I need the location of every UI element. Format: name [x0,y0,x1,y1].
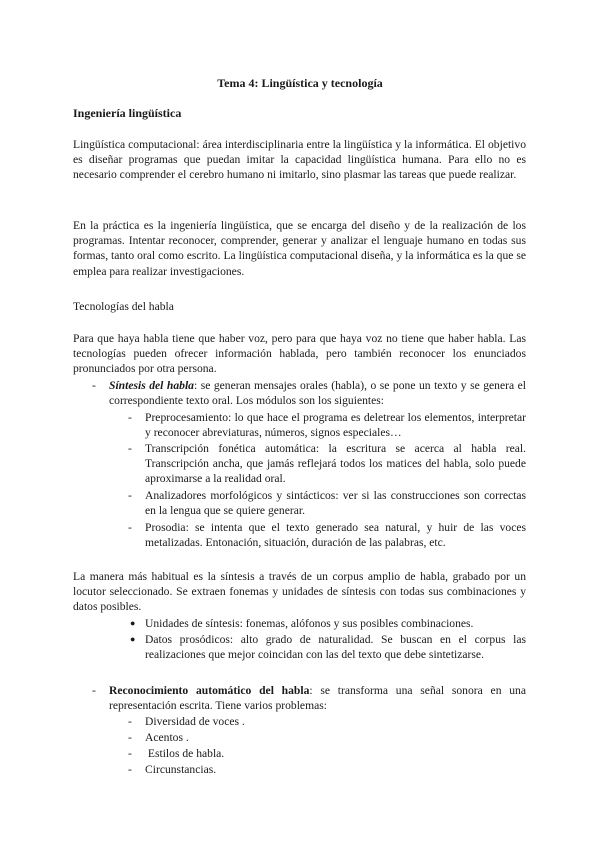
paragraph-speech-intro: Para que haya habla tiene que haber voz, pero para que haya voz no tiene que haber habla. Las tecnologías pueden ofrecer información hablada, pero también reconocer los enunciados pronunciados por otra persona. [73,332,526,376]
module-phonetic-transcription: Transcripción fonética automática: la escritura se acerca al habla real. Transcripción ancha, que jamás reflejará todos los matices del habla, solo puede aproximarse a la realidad oral. [145,442,526,486]
recognition-item [109,683,526,713]
problem-voices: Diversidad de voces . [145,715,245,728]
recognition-dash: - [92,684,96,697]
problem-dash: - [128,763,132,776]
module-dash: - [128,521,132,534]
module-prosody: Prosodia: se intenta que el texto generado sea natural, y huir de las voces metalizadas. Entonación, situación, duración de las palabras, etc. [145,521,526,550]
problem-accents: Acentos . [145,731,189,744]
paragraph-computational-linguistics: Lingüística computacional: área interdisciplinaria entre la lingüística y la informática. El objetivo es diseñar programas que puedan imitar la capacidad lingüística humana. Para ello no es necesario comprender el cerebro humano ni imitarlo, sino plasmar las tareas que puede realizar. [73,138,526,182]
bullet-dot: ● [130,618,136,628]
synthesis-item [109,378,526,408]
problem-circumstances: Circunstancias. [145,763,217,776]
recognition-text: : se transforma una señal sonora en una representación escrita. Tiene varios problemas: [109,684,526,713]
bullet-synthesis-units: Unidades de síntesis: fonemas, alófonos y sus posibles combinaciones. [145,617,474,630]
problem-dash: - [128,747,132,760]
synthesis-dash: - [92,379,96,392]
paragraph-language-engineering: En la práctica es la ingeniería lingüística, que se encarga del diseño y de la realización de los programas. Intentar reconocer, comprender, generar y analizar el lenguaje humano en todas sus formas, tanto oral como escrito. La lingüística computacional diseña, y la informática es la que se emplea para realizar investigaciones. [73,219,526,278]
synthesis-term: Síntesis del habla [109,379,194,392]
module-dash: - [128,411,132,424]
problem-dash: - [128,731,132,744]
module-dash: - [128,442,132,455]
document-title: Tema 4: Lingüística y tecnología [217,76,383,90]
module-dash: - [128,489,132,502]
problem-speech-styles: Estilos de habla. [145,747,225,760]
module-analyzers: Analizadores morfológicos y sintácticos: ver si las construcciones son correctas en la lengua que se quiere generar. [145,489,526,518]
problem-dash: - [128,715,132,728]
module-preprocessing: Preprocesamiento: lo que hace el programa es deletrear los elementos, interpretar y reconocer abreviaturas, números, signos especiales… [145,411,526,440]
paragraph-corpus-synthesis: La manera más habitual es la síntesis a través de un corpus amplio de habla, grabado por un locutor seleccionado. Se extraen fonemas y unidades de síntesis con todas sus combinaciones y datos posibles. [73,570,526,614]
bullet-prosodic-data: Datos prosódicos: alto grado de naturalidad. Se buscan en el corpus las realizaciones que mejor coincidan con las del texto que debe sintetizarse. [145,633,526,662]
synthesis-text: : se generan mensajes orales (habla), o se pone un texto y se genera el correspondiente texto oral. Los módulos son los siguientes: [109,379,526,408]
recognition-term: Reconocimiento automático del habla [109,684,310,697]
bullet-dot: ● [130,634,136,644]
section-heading: Ingeniería lingüística [73,106,182,120]
subheading-speech-technologies: Tecnologías del habla [73,300,174,313]
